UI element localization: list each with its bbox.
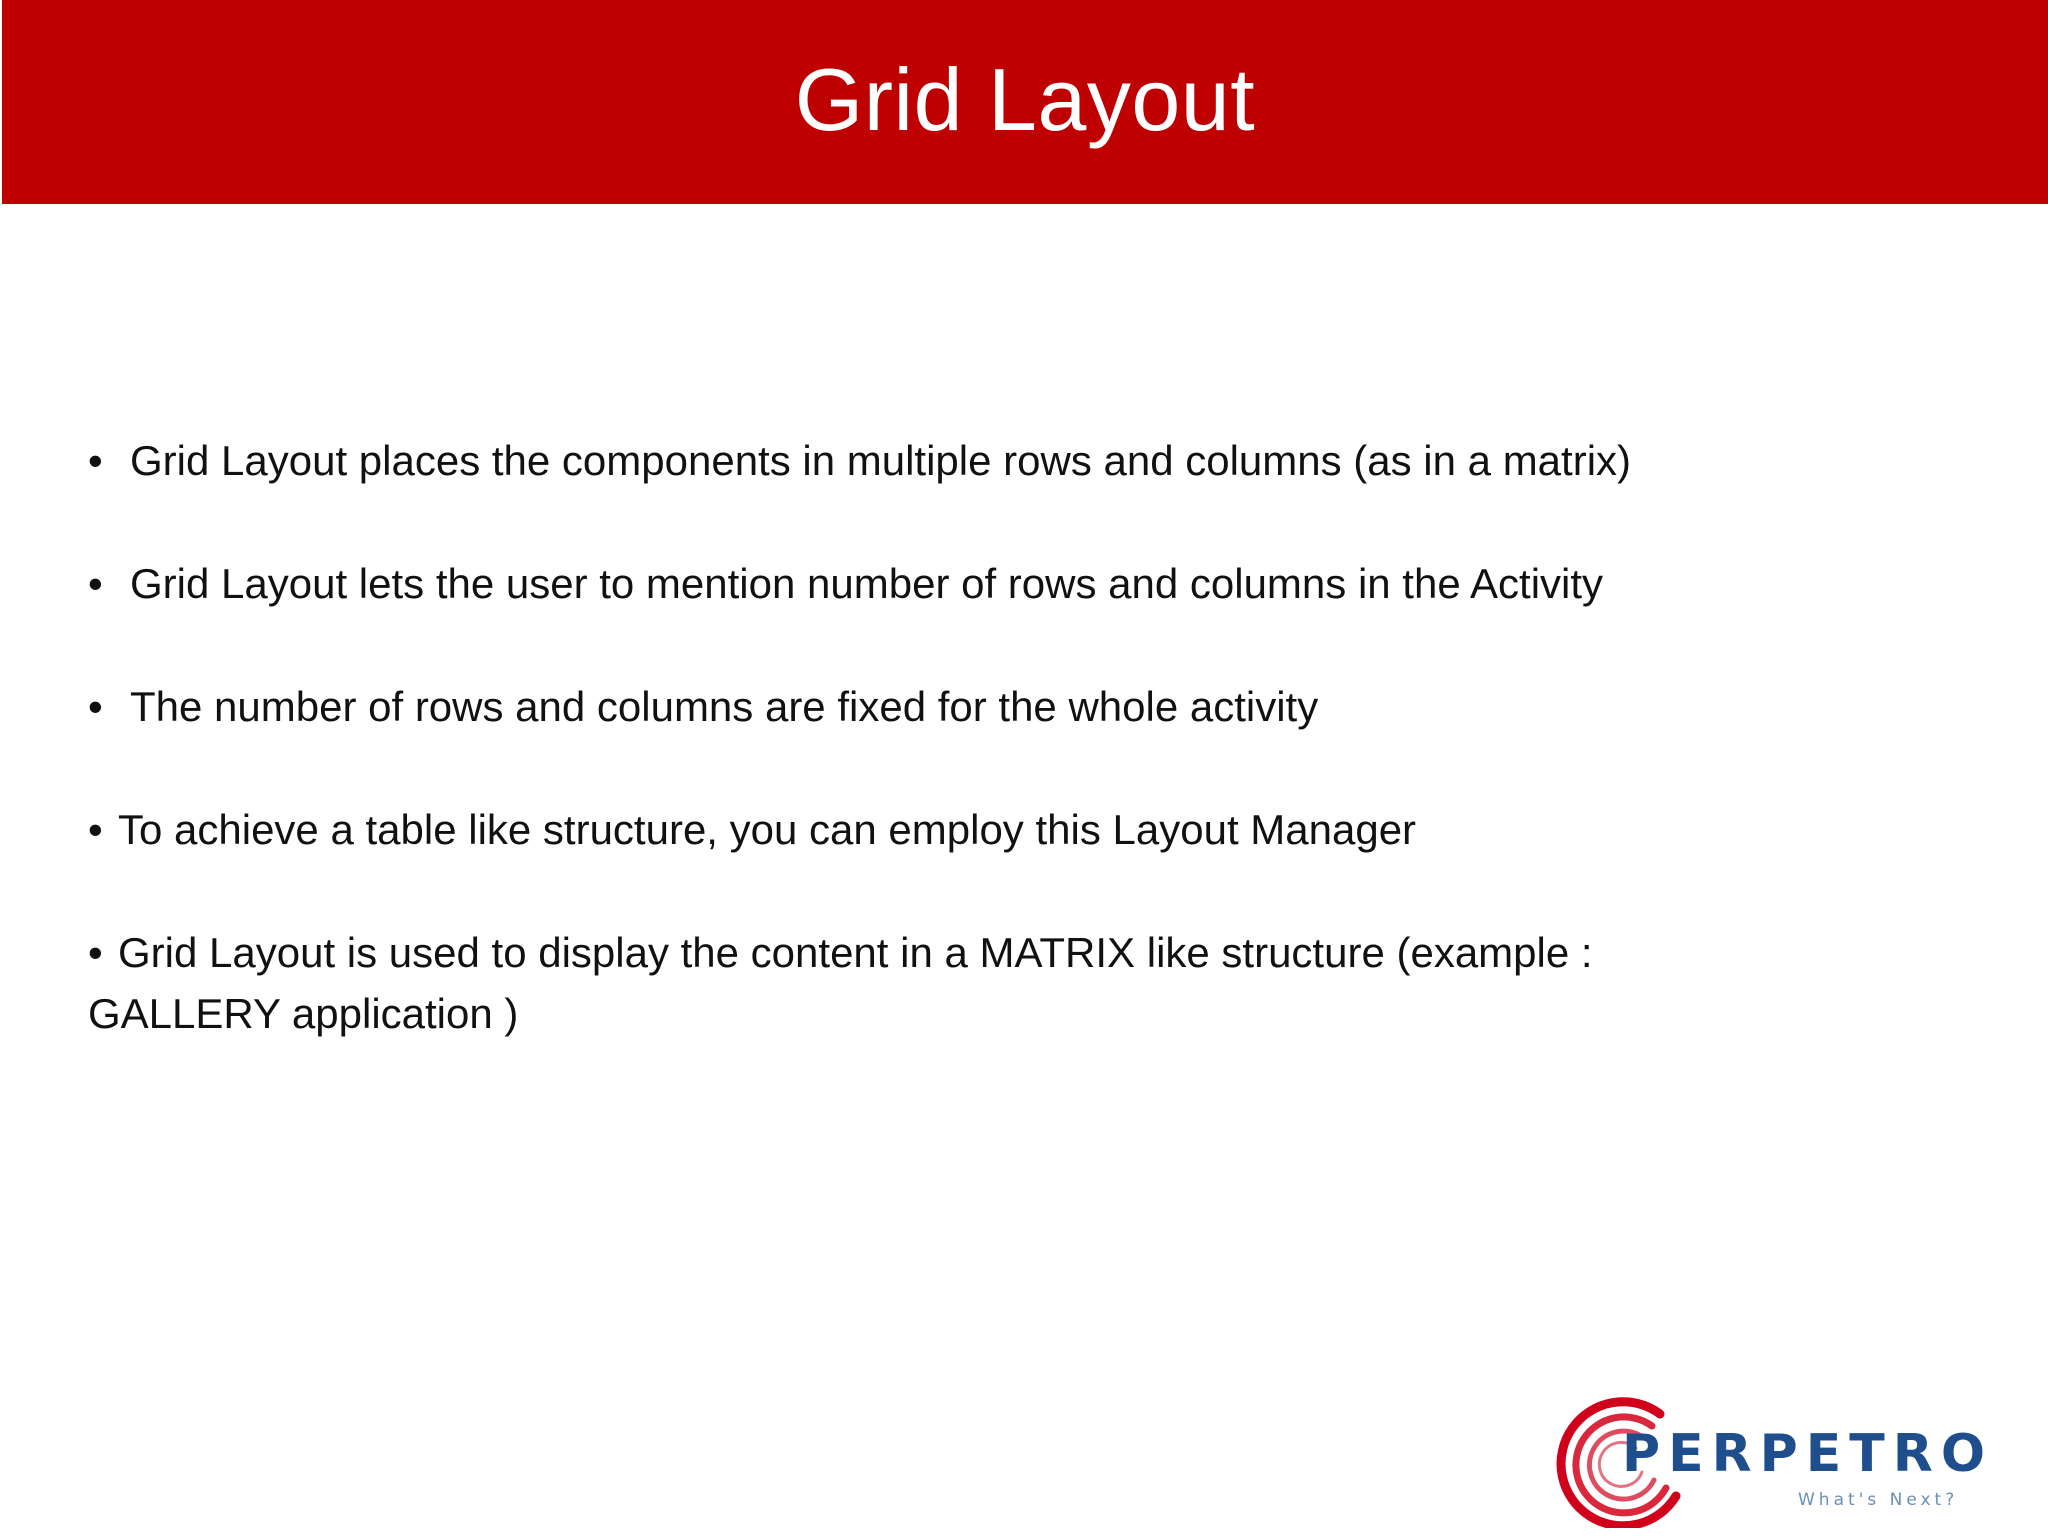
bullet-item <box>88 676 1968 737</box>
bullet-text: To achieve a table like structure, you can employ this Layout Manager <box>118 806 1417 853</box>
bullet-text: Grid Layout places the components in multiple rows and columns (as in a matrix) <box>130 437 1632 484</box>
bullet-item <box>88 553 1968 614</box>
bullet-text: The number of rows and columns are fixed for the whole activity <box>130 683 1319 730</box>
bullet-list <box>88 430 1968 1106</box>
bullet-item <box>88 799 1968 860</box>
bullet-item <box>88 430 1968 491</box>
bullet-text: Grid Layout is used to display the content in a MATRIX like structure (example : GALLERY application ) <box>88 929 1593 1037</box>
bullet-marker: • <box>88 929 103 976</box>
bullet-marker: • <box>88 437 103 484</box>
title-bar <box>2 0 2048 204</box>
bullet-marker: • <box>88 683 103 730</box>
bullet-item <box>88 922 1788 1044</box>
logo-wordmark: PERPETRO <box>1622 1424 1994 1484</box>
logo-tagline: What's Next? <box>1798 1490 1959 1510</box>
bullet-text: Grid Layout lets the user to mention number of rows and columns in the Activity <box>130 560 1604 607</box>
bullet-marker: • <box>88 806 103 853</box>
perpetro-logo <box>1548 1392 2028 1528</box>
bullet-marker: • <box>88 560 103 607</box>
slide-title: Grid Layout <box>794 50 1256 149</box>
